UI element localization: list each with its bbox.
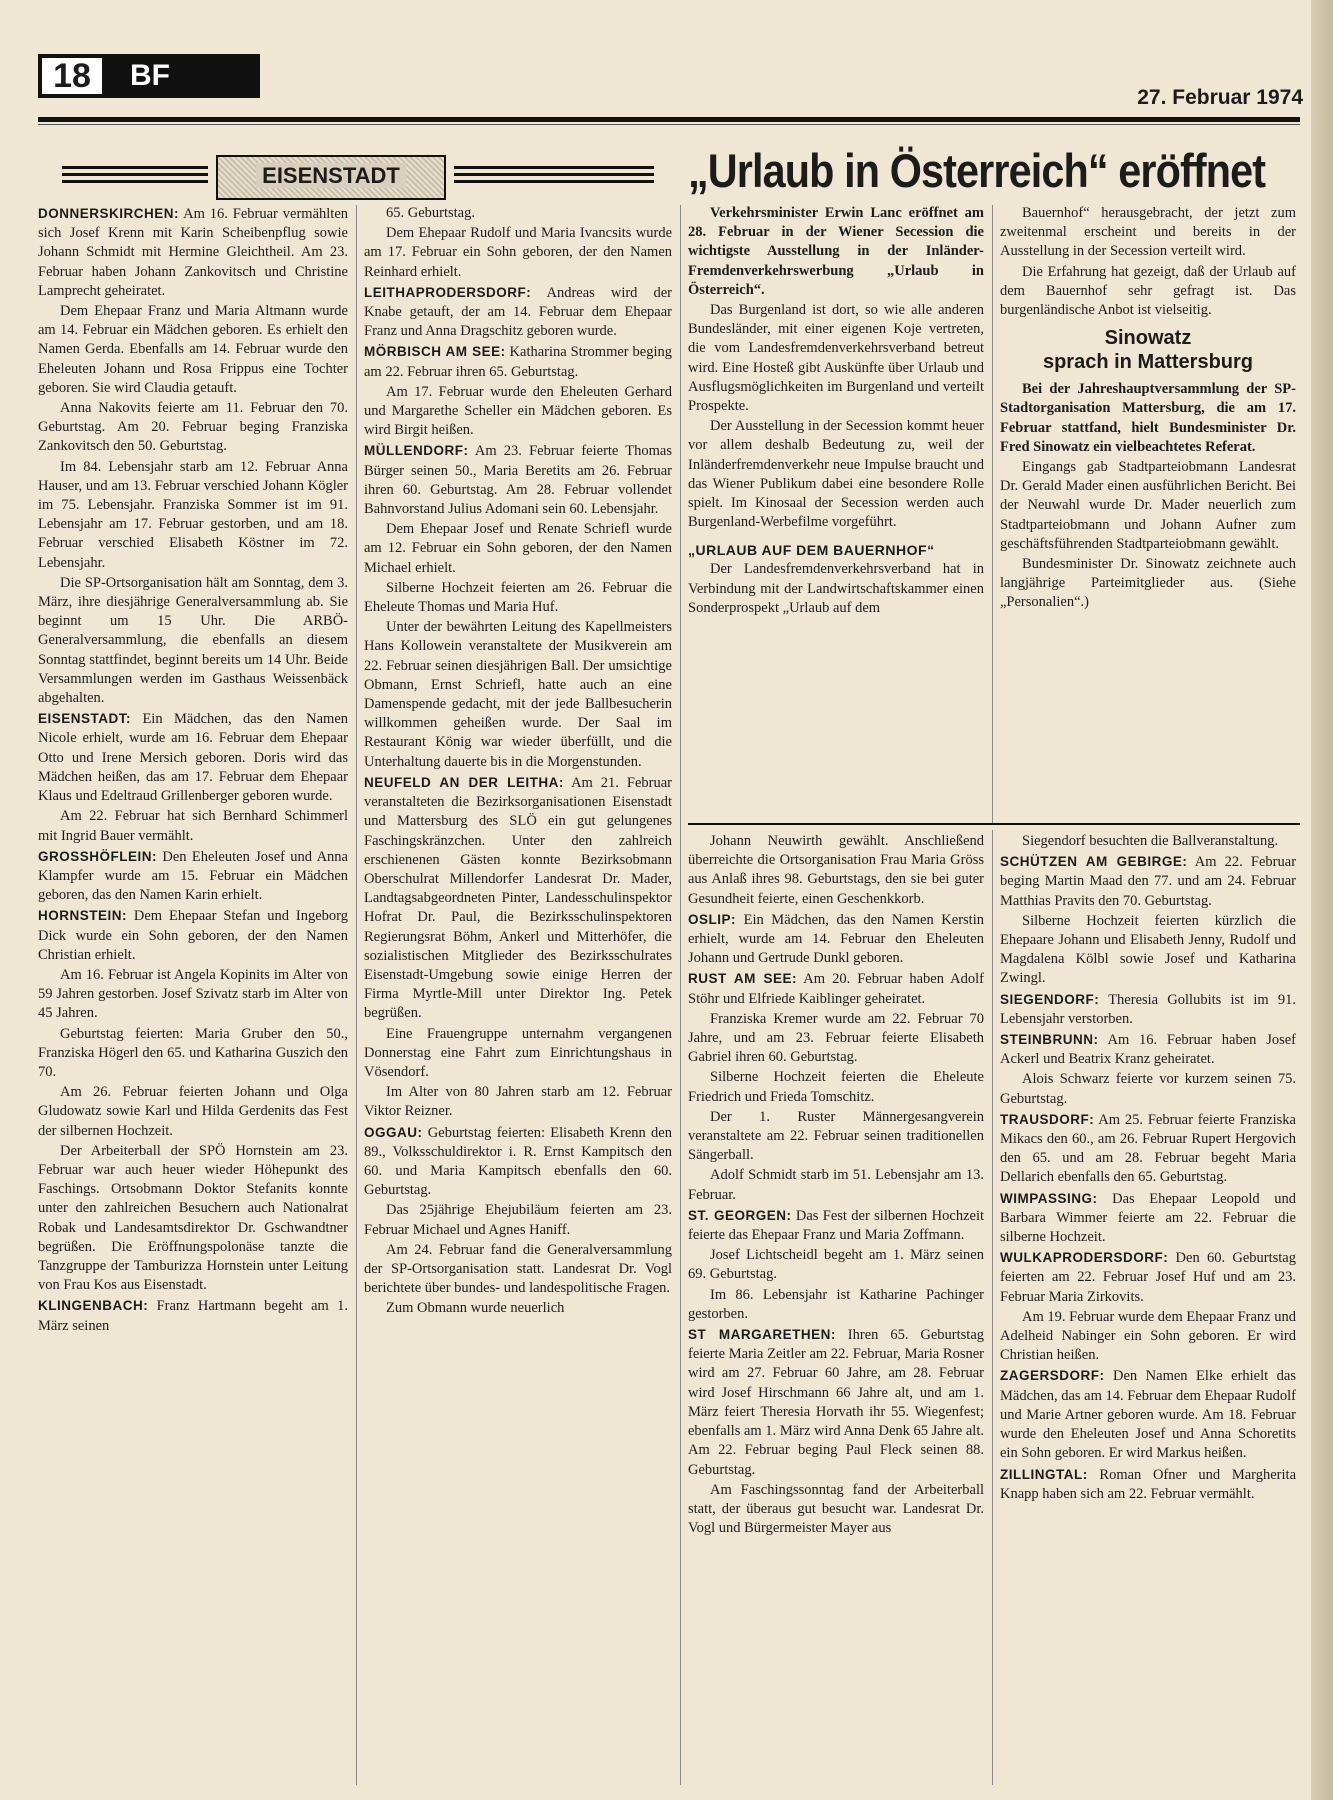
item-text: Am 19. Februar wurde dem Ehepaar Franz und Adelheid Nabinger ein Sohn geboren. Er wird Christian heißen. xyxy=(1000,1308,1296,1364)
news-item xyxy=(1000,852,1296,911)
paragraph xyxy=(364,1299,672,1318)
place-name: WULKAPRODERSDORF: xyxy=(1000,1250,1169,1266)
news-item xyxy=(1000,1189,1296,1248)
paragraph xyxy=(364,1241,672,1299)
page-number: 18 xyxy=(38,54,106,98)
section-label xyxy=(216,155,446,200)
item-text: Am 21. Februar veranstalteten die Bezirksorganisationen Eisenstadt und Mattersburg des SLÖ ein gut gelungenes Faschingskränzchen. Unter den zahlreich erschienenen Gästen konnte Bezirksobmann Oberschulrat Millendorfer Landesrat Dr. Mader, Landtagsabgeordneten Pinter, Landesschulinspektor Hofrat Dr. Paul, die Bezirksschulinspektoren Regierungsrat Böhm, Ankerl und Mitterhöfer, die sozialistischen Mitglieder des Bezirksschulrates Eisenstadt-Umgebung sowie einige Herren der Firma Myrtle-Mill unter Direktor Ing. Petek begrüßen. xyxy=(364,774,673,1022)
news-item xyxy=(1000,990,1296,1029)
item-text: Das Burgenland ist dort, so wie alle anderen Bundesländer, mit einer eigenen Koje vertreten, die vom Landesfremdenverkehrsverband betreut wird. Eine Hosteß gibt Auskünfte über Urlaub und Ausflugsmöglichkeiten im Burgenland und verteilt Prospekte. xyxy=(688,302,984,415)
item-text: Eingangs gab Stadtparteiobmann Landesrat Dr. Gerald Mader einen ausführlichen Bericht. Bei der Neuwahl wurde Dr. Mader neuerlich zum Stadtparteiobmann und Johann Aufner zum geschäftsführenden Stadtparteiobmann gewählt. xyxy=(1000,459,1296,552)
section-code: BF xyxy=(106,54,260,98)
paragraph xyxy=(364,1025,672,1083)
place-name: WIMPASSING: xyxy=(1000,1190,1098,1206)
item-text: Roman Ofner und Margherita Knapp haben sich am 22. Februar vermählt. xyxy=(1000,1466,1297,1502)
item-text: Anna Nakovits feierte am 11. Februar den 70. Geburtstag. Am 20. Februar beging Franziska Zankovitsch den 50. Geburtstag. xyxy=(38,400,348,455)
item-text: Alois Schwarz feierte vor kurzem seinen 75. Geburtstag. xyxy=(1000,1071,1296,1107)
news-item xyxy=(1000,1030,1296,1069)
news-item xyxy=(364,441,672,519)
paragraph xyxy=(688,1481,984,1539)
news-item xyxy=(364,1123,672,1201)
paragraph xyxy=(688,204,984,300)
place-name: ST MARGARETHEN: xyxy=(688,1327,836,1343)
item-text: Franziska Kremer wurde am 22. Februar 70 Jahre, und am 23. Februar feierte Elisabeth Gabriel ihren 60. Geburtstag. xyxy=(688,1010,984,1066)
column-divider xyxy=(680,205,681,1785)
paragraph xyxy=(364,1201,672,1239)
news-item xyxy=(364,342,672,381)
place-name: EISENSTADT: xyxy=(38,711,132,727)
item-text: Am 22. Februar beging Martin Maad den 77. und am 24. Februar Matthias Pravits den 70. Geburtstag. xyxy=(1000,854,1297,909)
paragraph xyxy=(364,579,672,617)
news-item xyxy=(688,1206,984,1245)
paragraph xyxy=(688,1108,984,1166)
item-text: Andreas wird der Knabe getauft, der am 14. Februar dem Ehepaar Franz und Anna Dragschitz geboren wurde. xyxy=(364,284,672,340)
item-text: Unter der bewährten Leitung des Kapellmeisters Hans Kollowein veranstaltete der Musikverein am 22. Februar seinen diesjährigen Ball. Der umsichtige Obmann, Ernst Schriefl, hatte auch an eine Damenspende gedacht, mit der jede Ballbesucherin willkommen geheißen wurde. Der Saal im Restaurant König war wieder überfüllt, und die Unterhaltung dauerte bis in die Morgenstunden. xyxy=(364,619,672,770)
header-rule xyxy=(38,117,1300,122)
column-1 xyxy=(38,204,348,1337)
item-text: Am 24. Februar fand die Generalversammlung der SP-Ortsorganisation statt. Landesrat Dr. Vogl berichtete über bundes- und landespolitische Fragen. xyxy=(364,1241,672,1297)
news-item xyxy=(38,1296,348,1335)
item-text: Bei der Jahreshauptversammlung der SP-Stadtorganisation Mattersburg, die am 17. Februar stattfand, hielt Bundesminister Dr. Fred Sinowatz ein vielbeachtetes Referat. xyxy=(1000,381,1296,455)
item-text: Den Namen Elke erhielt das Mädchen, das am 14. Februar dem Ehepaar Rudolf und Marie Artner geboren wurde. Am 18. Februar wurde den Eheleuten Josef und Anna Schoretits ein Sohn geboren. Er wird Markus heißen. xyxy=(1000,1368,1297,1462)
item-text: Das 25jährige Ehejubiläum feierten am 23. Februar Michael und Agnes Haniff. xyxy=(364,1202,672,1238)
news-item xyxy=(38,906,348,965)
column-3 xyxy=(688,204,984,619)
item-text: Bundesminister Dr. Sinowatz zeichnete auch langjährige Parteimitglieder aus. (Siehe „Personalien“.) xyxy=(1000,556,1296,611)
item-text: Den 60. Geburtstag feierten am 22. Februar Josef Huf und am 23. Februar Maria Zirkovits. xyxy=(1000,1250,1296,1305)
item-text: Das Ehepaar Leopold und Barbara Wimmer feierte am 22. Februar die silberne Hochzeit. xyxy=(1000,1190,1296,1246)
decor-lines-left xyxy=(62,166,208,188)
paragraph xyxy=(38,966,348,1024)
place-name: HORNSTEIN: xyxy=(38,908,127,924)
header-rule-thin xyxy=(38,124,1300,125)
sub-headline xyxy=(1000,326,1296,374)
paragraph xyxy=(688,1068,984,1106)
place-name: ZAGERSDORF: xyxy=(1000,1368,1105,1384)
item-text: Am 25. Februar feierte Franziska Mikacs den 60., am 26. Februar Rupert Hergovich den 65. und am 28. Februar begeht Maria Dellarich ebenfalls den 65. Geburtstag. xyxy=(1000,1111,1296,1186)
sub-headline-line1: Sinowatz xyxy=(1104,327,1192,350)
place-name: GROSSHÖFLEIN: xyxy=(38,848,158,864)
place-name: RUST AM SEE: xyxy=(688,971,798,987)
item-text: Am 20. Februar haben Adolf Stöhr und Elfriede Kaiblinger geheiratet. xyxy=(688,971,985,1007)
column-divider xyxy=(356,205,357,1785)
item-text: Dem Ehepaar Rudolf und Maria Ivancsits wurde am 17. Februar ein Sohn geboren, der den Namen Reinhard erhielt. xyxy=(364,225,672,280)
news-item xyxy=(1000,1465,1296,1504)
column-divider xyxy=(992,205,993,825)
news-item xyxy=(38,204,348,301)
item-text: Der Arbeiterball der SPÖ Hornstein am 23. Februar war auch heuer wieder Höhepunkt des Faschings. Ortsobmann Doktor Stefanits konnte unter den zahlreichen Besuchern auch Nationalrat Robak und Landesamtsdirektor Dr. Gschwandtner begrüßen. Die Eröffnungspolonäse tanzte die Tanzgruppe der Tamburizza Hornstein unter Leitung von Frau Kos aus Eisenstadt. xyxy=(38,1142,348,1294)
place-name: MÜLLENDORF: xyxy=(364,443,469,459)
item-text: Ein Mädchen, das den Namen Kerstin erhielt, wurde am 14. Februar den Eheleuten Johann und Gertrude Dunkl geboren. xyxy=(688,911,984,967)
item-text: Die SP-Ortsorganisation hält am Sonntag, dem 3. März, ihre diesjährige Generalversammlung ab. Sie beginnt um 15 Uhr. Die ARBÖ-Generalversammlung, die ebenfalls an diesem Sonntag stattfindet, beginnt bereits um 14 Uhr. Beide Versammlungen werden im Gasthaus Weissenbäck abgehalten. xyxy=(38,574,348,707)
paragraph: Der Landesfremdenverkehrsverband hat in Verbindung mit der Landwirtschaftskammer einen Sonderprospekt „Urlaub auf dem xyxy=(688,561,984,616)
news-item xyxy=(364,283,672,342)
news-item xyxy=(688,910,984,969)
news-item xyxy=(688,969,984,1008)
place-name: DONNERSKIRCHEN: xyxy=(38,206,180,221)
place-name: LEITHAPRODERSDORF: xyxy=(364,284,532,300)
issue-date: 27. Februar 1974 xyxy=(1137,86,1303,109)
paragraph xyxy=(38,302,348,398)
item-text: Silberne Hochzeit feierten kürzlich die Ehepaare Johann und Elisabeth Jenny, Rudolf und Magdalena Kölbl sowie Josef und Katharina Zwingl. xyxy=(1000,912,1296,987)
place-name: KLINGENBACH: xyxy=(38,1298,149,1314)
place-name: TRAUSDORF: xyxy=(1000,1111,1095,1127)
paragraph xyxy=(688,301,984,416)
paragraph xyxy=(38,807,348,845)
item-text: Verkehrsminister Erwin Lanc eröffnet am 28. Februar in der Wiener Secession die wichtigste Ausstellung in der Inländer-Fremdenverkehrswerbung „Urlaub in Österreich“. xyxy=(688,205,984,298)
item-text: Am 22. Februar hat sich Bernhard Schimmerl mit Ingrid Bauer vermählt. xyxy=(38,808,348,844)
paragraph xyxy=(688,1166,984,1204)
item-text: Am 16. Februar haben Josef Ackerl und Beatrix Kranz geheiratet. xyxy=(1000,1032,1296,1068)
column-5 xyxy=(688,832,984,1539)
place-name: NEUFELD AN DER LEITHA: xyxy=(364,774,564,790)
news-item xyxy=(1000,1248,1296,1307)
news-item xyxy=(38,709,348,806)
subheading-bauernhof: „URLAUB AUF DEM BAUERNHOF“ xyxy=(688,542,935,559)
paragraph xyxy=(688,417,984,532)
item-text: Ihren 65. Geburtstag feierte Maria Zeitler am 22. Februar, Maria Rosner wird am 27. Februar 60 Jahre, am 28. Februar wird Josef Hirschmann 66 Jahre alt, und am 1. März feiert Theresia Horvath ihr 55. Wiegenfest; ebenfalls am 1. März wird Anna Denk 65 Jahre alt. Am 22. Februar beging Paul Fleck seinen 88. Geburtstag. xyxy=(688,1327,985,1478)
paragraph xyxy=(1000,555,1296,613)
paragraph xyxy=(688,832,984,909)
paragraph xyxy=(364,383,672,441)
place-name: OGGAU: xyxy=(364,1124,423,1140)
paragraph xyxy=(1000,380,1296,457)
item-text: Am 23. Februar feierte Thomas Bürger seinen 50., Maria Beretits am 26. Februar ihren 60. Geburtstag. Am 28. Februar vollendet Bahnvorstand Julius Adomani sein 60. Lebensjahr. xyxy=(364,443,672,518)
article-divider xyxy=(688,823,1300,825)
item-text: Im 86. Lebensjahr ist Katharine Pachinger gestorben. xyxy=(688,1286,984,1322)
paragraph xyxy=(688,1286,984,1324)
paragraph xyxy=(364,224,672,282)
paragraph xyxy=(38,1142,348,1296)
item-text: Silberne Hochzeit feierten die Eheleute Friedrich und Frieda Tomschitz. xyxy=(688,1069,984,1105)
item-text: Am 16. Februar ist Angela Kopinits im Alter von 59 Jahren gestorben. Josef Szivatz starb im Alter von 45 Jahren. xyxy=(38,966,348,1022)
paragraph xyxy=(364,204,672,223)
item-text: Eine Frauengruppe unternahm vergangenen Donnerstag eine Fahrt zum Einrichtungshaus in Vösendorf. xyxy=(364,1025,672,1080)
paragraph xyxy=(364,520,672,578)
item-text: Ein Mädchen, das den Namen Nicole erhielt, wurde am 16. Februar dem Ehepaar Otto und Irene Mersich geboren. Doris wird das Mädchen heißen, das am 17. Februar dem Ehepaar Klaus und Edeltraud Grillenberger geboren wurde. xyxy=(38,711,349,805)
paragraph xyxy=(38,399,348,457)
item-text: Franz Hartmann begeht am 1. März seinen xyxy=(38,1298,349,1334)
paragraph xyxy=(1000,912,1296,989)
paragraph xyxy=(1000,204,1296,262)
item-text: Die Erfahrung hat gezeigt, daß der Urlaub auf dem Bauernhof sehr gefragt ist. Das burgenländische Anbot ist vielseitig. xyxy=(1000,263,1296,319)
item-text: Geburtstag feierten: Maria Gruber den 50., Franziska Högerl den 65. und Katharina Guszich den 70. xyxy=(38,1025,348,1080)
item-text: Im Alter von 80 Jahren starb am 12. Februar Viktor Reizner. xyxy=(364,1084,672,1120)
item-text: Dem Ehepaar Josef und Renate Schriefl wurde am 12. Februar ein Sohn geboren, der den Namen Michael erhielt. xyxy=(364,521,672,576)
item-text: Der 1. Ruster Männergesangverein veranstaltete am 22. Februar seinen traditionellen Sängerball. xyxy=(688,1108,984,1164)
news-item xyxy=(38,847,348,906)
news-item xyxy=(688,1325,984,1480)
paragraph xyxy=(38,1083,348,1141)
paragraph xyxy=(38,1025,348,1083)
item-text: Das Fest der silbernen Hochzeit feierte das Ehepaar Franz und Maria Zoffmann. xyxy=(688,1207,984,1244)
section-label-text: EISENSTADT xyxy=(256,163,406,188)
column-6 xyxy=(1000,832,1296,1505)
item-text: Johann Neuwirth gewählt. Anschließend überreichte die Ortsorganisation Frau Maria Gröss aus Anlaß ihres 98. Geburtstags, den sie bei guter Gesundheit feierte, einen Geschenkkorb. xyxy=(688,833,984,907)
place-name: OSLIP: xyxy=(688,911,737,927)
place-name: MÖRBISCH AM SEE: xyxy=(364,344,506,360)
paragraph xyxy=(1000,1308,1296,1366)
paragraph xyxy=(1000,1070,1296,1108)
item-text: 65. Geburtstag. xyxy=(386,205,475,221)
item-text: Den Eheleuten Josef und Anna Klampfer wurde am 15. Februar ein Mädchen geboren, das den Namen Karin erhielt. xyxy=(38,848,348,904)
news-item xyxy=(1000,1110,1296,1188)
column-2 xyxy=(364,204,672,1320)
item-text: Am Faschingssonntag fand der Arbeiterball statt, der überaus gut besucht war. Landesrat Dr. Vogl und Bürgermeister Mayer aus xyxy=(688,1481,984,1537)
item-text: Im 84. Lebensjahr starb am 12. Februar Anna Hauser, und am 13. Februar verschied Johann Kögler im 75. Lebensjahr. Franziska Sommer ist im 91. Lebensjahr am 17. Februar gestorben, und am 18. Februar verschied Elisabeth Köstner im 72. Lebensjahr. xyxy=(38,458,348,571)
page-edge-shadow xyxy=(1311,0,1333,1800)
paragraph xyxy=(688,1246,984,1284)
paragraph xyxy=(1000,832,1296,851)
paragraph xyxy=(1000,458,1296,554)
place-name: STEINBRUNN: xyxy=(1000,1032,1099,1048)
sub-headline-line2: sprach in Mattersburg xyxy=(1042,351,1254,374)
item-text: Am 16. Februar vermählten sich Josef Krenn mit Karin Scheibenpflug sowie Johann Schmidt mit Hermine Gleichtheil. Am 23. Februar haben Johann Zankovitsch und Christine Lamprecht geheiratet. xyxy=(38,206,348,299)
paragraph xyxy=(688,1010,984,1068)
place-name: SCHÜTZEN AM GEBIRGE: xyxy=(1000,854,1188,870)
news-item xyxy=(1000,1366,1296,1463)
paragraph xyxy=(364,618,672,772)
paragraph xyxy=(38,458,348,573)
item-text: Dem Ehepaar Franz und Maria Altmann wurde am 14. Februar ein Mädchen geboren. Es erhielt den Namen Gerda. Ebenfalls am 14. Februar wurde den Eheleuten Johann und Rosa Frippus eine Tochter geboren. Sie wird Claudia getauft. xyxy=(38,303,348,396)
item-text: Der Ausstellung in der Secession kommt heuer vor allem deshalb Bedeutung zu, weil der Inländerfremdenverkehr neue Impulse braucht und das Wiener Publikum dabei eine besondere Rolle spielt. Im Kinosaal der Secession werden auch Burgenland-Werbefilme vorgeführt. xyxy=(688,418,984,531)
item-text: Am 26. Februar feierten Johann und Olga Gludowatz sowie Karl und Hilda Gerdenits das Fest der silbernen Hochzeit. xyxy=(38,1084,348,1139)
column-4 xyxy=(1000,204,1296,614)
paragraph xyxy=(38,574,348,708)
item-text: Silberne Hochzeit feierten am 26. Februar die Eheleute Thomas und Maria Huf. xyxy=(364,579,672,616)
item-text: Bauernhof“ herausgebracht, der jetzt zum zweitenmal erscheint und bereits in der Ausstellung in der Secession verteilt wird. xyxy=(1000,205,1296,260)
place-name: ZILLINGTAL: xyxy=(1000,1466,1088,1482)
item-text: Theresia Gollubits ist im 91. Lebensjahr verstorben. xyxy=(1000,991,1296,1027)
item-text: Zum Obmann wurde neuerlich xyxy=(386,1300,565,1317)
paragraph xyxy=(364,1083,672,1121)
item-text: Adolf Schmidt starb im 51. Lebensjahr am 13. Februar. xyxy=(688,1167,984,1203)
item-text: Am 17. Februar wurde den Eheleuten Gerhard und Margarethe Scheller ein Mädchen geboren. Es wird Birgit heißen. xyxy=(364,383,672,439)
news-item xyxy=(364,773,672,1024)
item-text: Geburtstag feierten: Elisabeth Krenn den 89., Volksschuldirektor i. R. Ernst Kampitsch den 60. und Maria Kampitsch ebenfalls den 60. Geburtstag. xyxy=(364,1124,672,1199)
item-text: Dem Ehepaar Stefan und Ingeborg Dick wurde ein Sohn geboren, der den Namen Christian erhielt. xyxy=(38,908,348,963)
place-name: SIEGENDORF: xyxy=(1000,991,1100,1007)
paragraph xyxy=(1000,263,1296,321)
place-name: ST. GEORGEN: xyxy=(688,1207,792,1223)
item-text: Josef Lichtscheidl begeht am 1. März seinen 69. Geburtstag. xyxy=(688,1247,984,1283)
headline: „Urlaub in Österreich“ eröffnet xyxy=(688,144,1266,197)
decor-lines-right xyxy=(454,166,654,188)
item-text: Siegendorf besuchten die Ballveranstaltung. xyxy=(1022,833,1279,849)
item-text: Katharina Strommer beging am 22. Februar ihren 65. Geburtstag. xyxy=(364,344,672,380)
column-divider xyxy=(992,830,993,1785)
